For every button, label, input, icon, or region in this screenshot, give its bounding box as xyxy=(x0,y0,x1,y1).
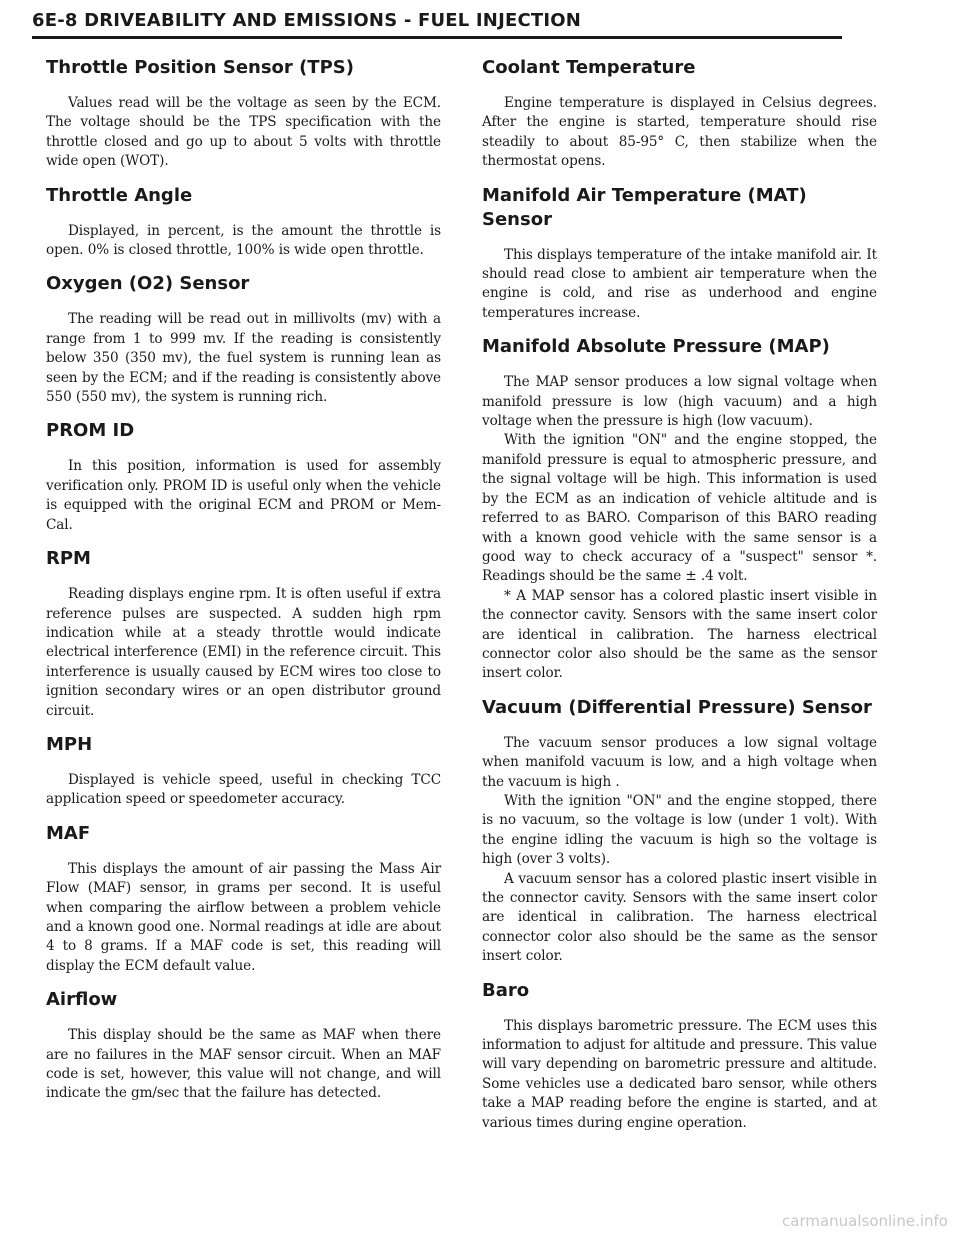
section-heading: Oxygen (O2) Sensor xyxy=(46,273,250,295)
section-paragraph: This displays the amount of air passing the Mass Air Flow (MAF) sensor, in grams per second. It is useful when comparing the airflow between a problem vehicle and a known good one. Normal readings at idle are about 4 to 8 grams. If a MAF code is set, this reading will display the ECM default value. xyxy=(46,860,441,974)
section-paragraph: The MAP sensor produces a low signal voltage when manifold pressure is low (high vacuum) and a high voltage when the pressure is high (low vacuum). xyxy=(482,374,877,430)
section-heading: RPM xyxy=(46,548,91,570)
section-airflow xyxy=(46,988,441,1104)
section-paragraph: The vacuum sensor produces a low signal voltage when manifold vacuum is low, and a high voltage when the vacuum is high . xyxy=(482,734,877,790)
left-column xyxy=(46,56,441,1116)
section-heading: MPH xyxy=(46,733,93,755)
section-prom-id xyxy=(46,419,441,535)
section-paragraph: With the ignition "ON" and the engine stopped, there is no vacuum, so the voltage is low (under 1 volt). With the engine idling the vacuum is high so the voltage is high (over 3 volts). xyxy=(482,792,877,868)
section-heading: Throttle Angle xyxy=(46,184,193,206)
section-paragraph: * A MAP sensor has a colored plastic insert visible in the connector cavity. Sensors with the same insert color are identical in calibration. The harness electrical connector color also should be the same as the sensor insert color. xyxy=(482,587,877,682)
section-manifold-absolute-pressure-map xyxy=(482,335,877,684)
section-paragraph: In this position, information is used for assembly verification only. PROM ID is useful only when the vehicle is equipped with the original ECM and PROM or Mem-Cal. xyxy=(46,458,441,533)
section-paragraph: Displayed, in percent, is the amount the throttle is open. 0% is closed throttle, 100% is wide open throttle. xyxy=(46,222,441,259)
page-header: 6E-8 DRIVEABILITY AND EMISSIONS - FUEL INJECTION xyxy=(32,10,842,39)
section-paragraph: This displays barometric pressure. The ECM uses this information to adjust for altitude and pressure. This value will vary depending on barometric pressure and altitude. Some vehicles use a dedicated baro sensor, while others take a MAP reading before the engine is started, and at various times during engine operation. xyxy=(482,1017,877,1131)
section-throttle-position-sensor-tps xyxy=(46,56,441,172)
section-rpm xyxy=(46,547,441,721)
section-heading: Manifold Air Temperature (MAT) Sensor xyxy=(482,184,807,230)
section-heading: Manifold Absolute Pressure (MAP) xyxy=(482,336,830,358)
section-vacuum-differential-pressure-sensor xyxy=(482,696,877,967)
section-maf xyxy=(46,822,441,976)
section-paragraph: With the ignition "ON" and the engine stopped, the manifold pressure is equal to atmospheric pressure, and the signal voltage will be high. This information is used by the ECM as an indication of vehicle altitude and is referred to as BARO. Comparison of this BARO reading with a known good vehicle with the same sensor is a good way to check accuracy of a "suspect" sensor *. Readings should be the same ± .4 volt. xyxy=(482,432,877,585)
section-manifold-air-temperature-mat-sensor xyxy=(482,184,877,324)
section-paragraph: Displayed is vehicle speed, useful in checking TCC application speed or speedometer accuracy. xyxy=(46,771,441,808)
section-paragraph: The reading will be read out in millivolts (mv) with a range from 1 to 999 mv. If the reading is consistently below 350 (350 mv), the fuel system is running lean as seen by the ECM; and if the reading is consistently above 550 (550 mv), the system is running rich. xyxy=(46,311,441,406)
section-paragraph: This display should be the same as MAF when there are no failures in the MAF sensor circuit. When an MAF code is set, however, this value will not change, and will indicate the gm/sec that the failure has detected. xyxy=(46,1027,441,1102)
section-paragraph: Reading displays engine rpm. It is often useful if extra reference pulses are suspected. A sudden high rpm indication while at a steady throttle would indicate electrical interference (EMI) in the reference circuit. This interference is usually caused by ECM wires too close to ignition secondary wires or an open distributor ground circuit. xyxy=(46,586,441,719)
section-baro xyxy=(482,979,877,1133)
watermark-text: carmanualsonline.info xyxy=(782,1212,948,1230)
section-heading: Throttle Position Sensor (TPS) xyxy=(46,57,354,78)
section-heading: Baro xyxy=(482,979,530,1001)
section-oxygen-o2-sensor xyxy=(46,272,441,407)
section-paragraph: A vacuum sensor has a colored plastic insert visible in the connector cavity. Sensors with the same insert color are identical in calibration. The harness electrical connector color also should be the same as the sensor insert color. xyxy=(482,870,877,965)
section-heading: PROM ID xyxy=(46,420,135,442)
section-paragraph: Engine temperature is displayed in Celsius degrees. After the engine is started, temperature should rise steadily to about 85-95° C, then stabilize when the thermostat opens. xyxy=(482,95,877,170)
section-coolant-temperature xyxy=(482,56,877,172)
right-column xyxy=(482,56,877,1145)
section-heading: Vacuum (Differential Pressure) Sensor xyxy=(482,696,872,718)
section-heading: Airflow xyxy=(46,989,118,1011)
section-heading: Coolant Temperature xyxy=(482,57,696,78)
section-heading: MAF xyxy=(46,822,91,844)
section-throttle-angle xyxy=(46,184,441,261)
section-mph xyxy=(46,733,441,810)
section-paragraph: Values read will be the voltage as seen by the ECM. The voltage should be the TPS specification with the throttle closed and go up to about 5 volts with throttle wide open (WOT). xyxy=(46,95,441,170)
section-paragraph: This displays temperature of the intake manifold air. It should read close to ambient air temperature when the engine is cold, and rise as underhood and engine temperatures increase. xyxy=(482,246,877,321)
